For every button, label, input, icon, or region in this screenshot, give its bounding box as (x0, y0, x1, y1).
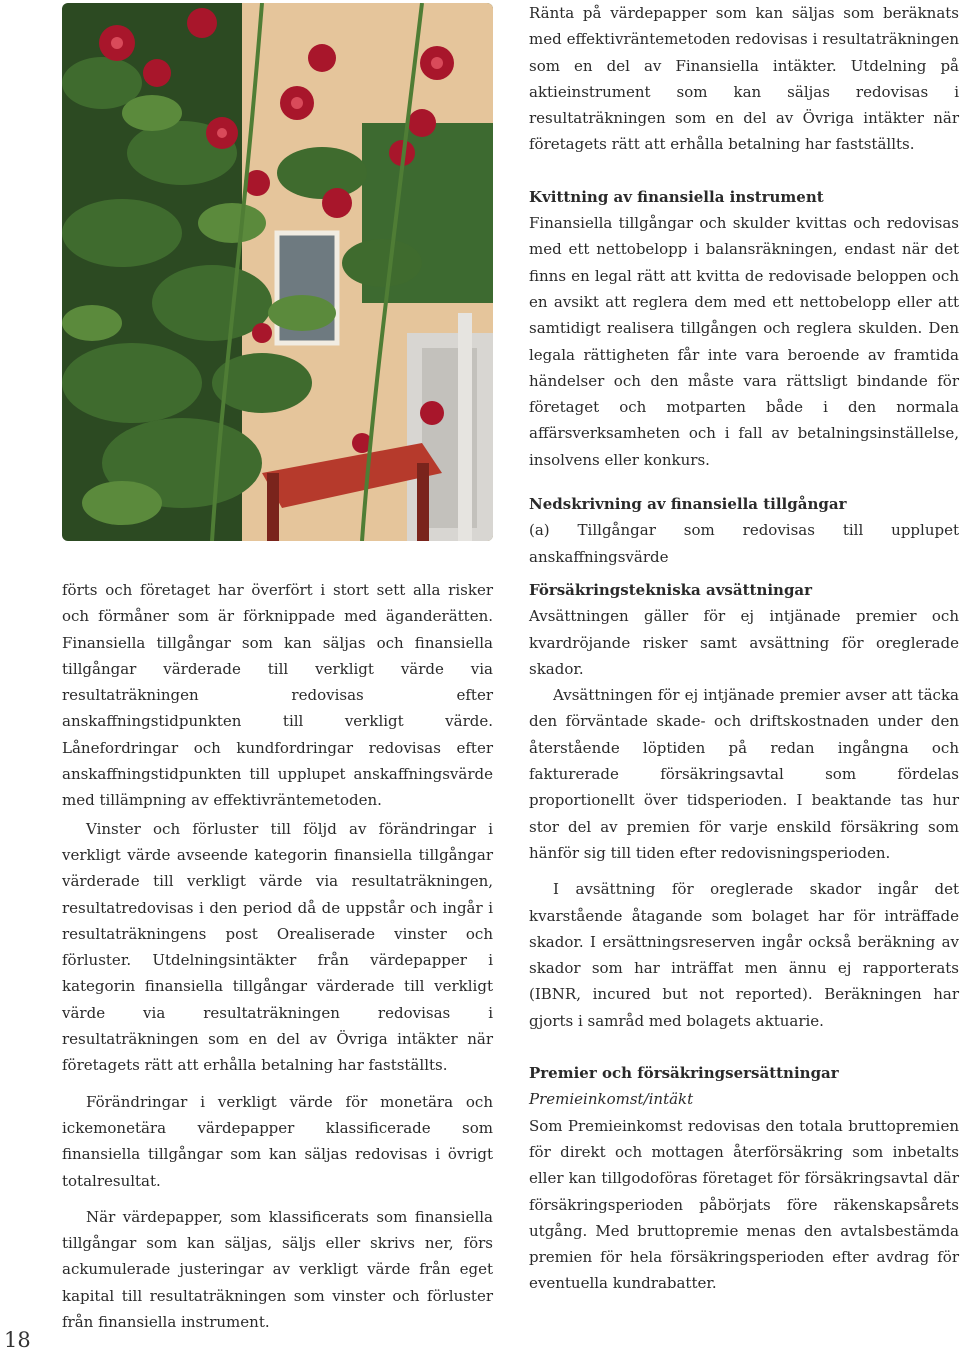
paragraph: Förändringar i verkligt värde för monetära och ickemonetära värdepapper klassificerade som finansiella tillgångar som kan säljas redovisas i övrigt totalresultat. (62, 1092, 493, 1190)
subheading-premieinkomst: Premieinkomst/intäkt (529, 1090, 694, 1109)
paragraph: förts och företaget har överfört i stort sett alla risker och förmåner som är förknippade med äganderätten. Finansiella tillgångar som kan säljas och finansiella tillgångar värderade till verkligt värde via resultaträkningen redovisas efter anskaffningstidpunkten till verkligt värde. Lånefordringar och kundfordringar redovisas efter anskaffningstidpunkten till upplupet anskaffningsvärde med tillämpning av effektivräntemetoden. (62, 581, 493, 810)
left-column (62, 577, 493, 1335)
paragraph: Finansiella tillgångar och skulder kvittas och redovisas med ett nettobelopp i balansräkningen, endast när det finns en legal rätt att kvitta de redovisade beloppen och en avsikt att reglera dem med ett nettobelopp eller att samtidigt realisera tillgången och reglera skulden. Den legala rättigheten får inte vara beroende av framtida händelser och den måste vara rättsligt bindande för företaget och motparten både i den normala affärsverksamheten och i fall av betalningsinställelse, insolvens eller konkurs. (529, 214, 959, 469)
paragraph: Avsättningen gäller för ej intjänade premier och kvardröjande risker samt avsättning för oreglerade skador. (529, 607, 959, 678)
paragraph: Som Premieinkomst redovisas den totala bruttopremien för direkt och mottagen återförsäkring som inbetalts eller kan tillgodoföras företaget för försäkringsavtal där försäkringsperioden påbörjats före räkenskapsårets utgång. Med bruttopremie menas den avtalsbestämda premien för hela försäkringsperioden efter avdrag för eventuella kundrabatter. (529, 1116, 959, 1293)
paragraph: (a) Tillgångar som redovisas till upplupet anskaffningsvärde (529, 521, 959, 566)
paragraph: Vinster och förluster till följd av förändringar i verkligt värde avseende kategorin finansiella tillgångar värderade till verkligt värde via resultaträkningen, resultatredovisas i den period då de uppstår och ingår i resultaträkningens post Orealiserade vinster och förluster. Utdelningsintäkter från värdepapper i kategorin finansiella tillgångar värderade till verkligt värde via resultaträkningen redovisas i resultaträkningen som en del av Övriga intäkter när företagets rätt att erhålla betalning har fastställts. (62, 819, 493, 1075)
heading-premier: Premier och försäkringsersättningar (529, 1064, 839, 1083)
heading-nedskrivning: Nedskrivning av finansiella tillgångar (529, 495, 847, 514)
paragraph: Ränta på värdepapper som kan säljas som beräknats med effektivräntemetoden redovisas i resultaträkningen som en del av Finansiella intäkter. Utdelning på aktieinstrument som kan säljas redovisas i resultaträkningen som en del av Övriga intäkter när företagets rätt att erhålla betalning har fastställts. (529, 4, 959, 154)
heading-forsakringstekniska: Försäkringstekniska avsättningar (529, 581, 813, 599)
paragraph: När värdepapper, som klassificerats som finansiella tillgångar som kan säljas, säljs eller skrivs ner, förs ackumulerade justeringar av verkligt värde från eget kapital till resultaträkningen som vinster och förluster från finansiella instrument. (62, 1207, 493, 1332)
top-right-column (529, 0, 959, 570)
hollyhock-photo (62, 3, 493, 541)
paragraph: I avsättning för oreglerade skador ingår det kvarstående åtagande som bolaget har för inträffade skador. I ersättningsreserven ingår också beräkning av skador som har inträffat men ännu ej rapporterats (IBNR, incured but not reported). Beräkningen har gjorts i samråd med bolagets aktuarie. (529, 880, 959, 1030)
heading-kvittning: Kvittning av finansiella instrument (529, 187, 824, 206)
paragraph: Avsättningen för ej intjänade premier avser att täcka den förväntade skade- och driftskostnaden under den återstående löptiden på redan ingångna och fakturerade försäkringsavtal som fördelas proportionellt över tidsperioden. I beaktande tas hur stor del av premien för varje enskild försäkring som hänför sig till tiden efter redovisningsperioden. (529, 686, 959, 862)
right-column (529, 577, 959, 1297)
page-number: 18 (4, 1328, 31, 1352)
